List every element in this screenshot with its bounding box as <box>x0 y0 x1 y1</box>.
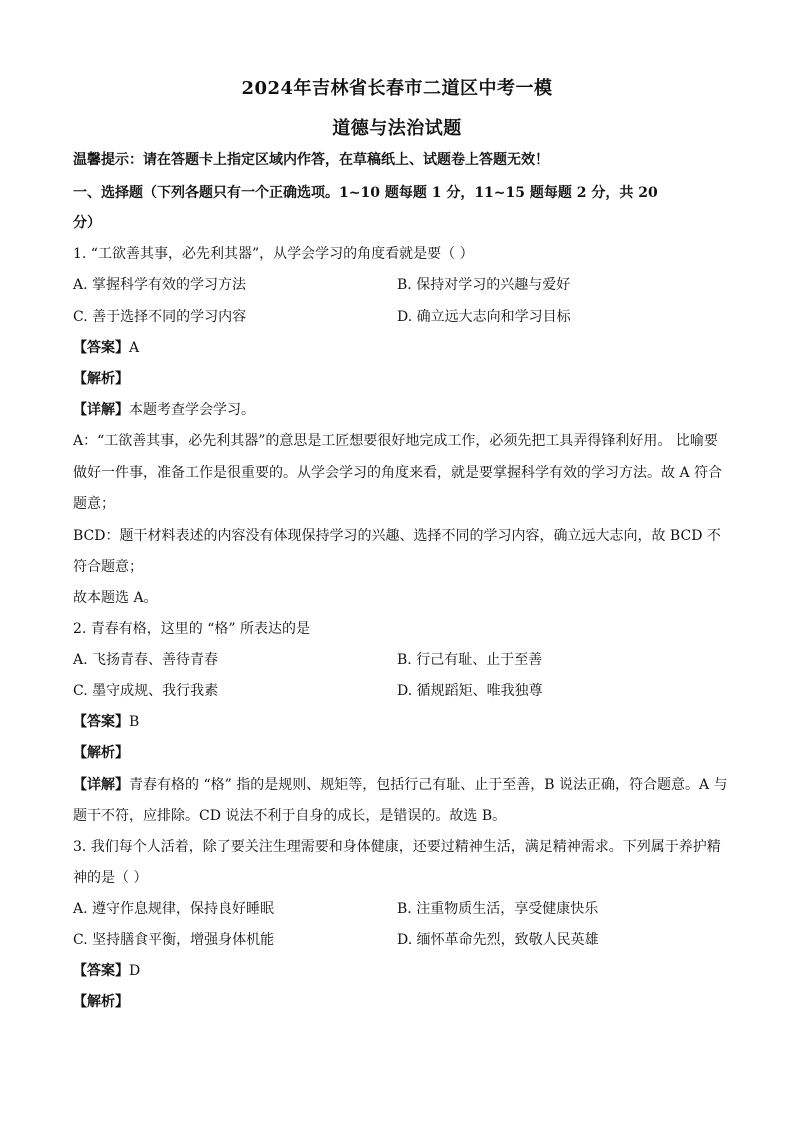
q1-option-a: A. 掌握科学有效的学习方法 <box>73 277 247 293</box>
q2-answer <box>73 713 723 731</box>
q3-option-b: B. 注重物质生活，享受健康快乐 <box>397 901 599 917</box>
analysis-tag: 【解析】 <box>73 371 129 387</box>
answer-value: A <box>129 340 140 356</box>
q1-option-b: B. 保持对学习的兴趣与爱好 <box>397 277 571 293</box>
q1-detail <box>73 401 723 419</box>
q2-option-c: C. 墨守成规、我行我素 <box>73 683 219 699</box>
detail-text: 青春有格的 “格” 指的是规则、规矩等，包括行己有耻、止于至善，B 说法正确，符合题意。A 与 <box>129 777 728 793</box>
answer-value: B <box>129 714 140 730</box>
q2-option-d: D. 循规蹈矩、唯我独尊 <box>397 683 543 699</box>
answer-value: D <box>129 963 141 979</box>
q3-answer <box>73 962 723 980</box>
q1-explain-line: 题意； <box>73 496 115 512</box>
q2-explain-line: 题干不符，应排除。CD 说法不利于自身的成长，是错误的。故选 B。 <box>73 808 507 824</box>
answer-tag: 【答案】 <box>73 963 129 979</box>
page-title: 2024年吉林省长春市二道区中考一模 <box>241 78 553 99</box>
q1-stem: 1. “工欲善其事，必先利其器”，从学会学习的角度看就是要（ ） <box>73 246 474 262</box>
page-subtitle: 道德与法治试题 <box>332 118 462 139</box>
analysis-tag: 【解析】 <box>73 745 129 761</box>
q1-option-c: C. 善于选择不同的学习内容 <box>73 309 247 325</box>
section-heading: 一、选择题（下列各题只有一个正确选项。1~10 题每题 1 分，11~15 题每题 2 分，共 20 <box>73 185 658 201</box>
q2-stem: 2. 青春有格，这里的 “格” 所表达的是 <box>73 621 311 637</box>
q1-explain-line: BCD：题干材料表述的内容没有体现保持学习的兴趣、选择不同的学习内容，确立远大志向，故 BCD 不 <box>73 528 721 544</box>
q3-option-c: C. 坚持膳食平衡，增强身体机能 <box>73 932 275 948</box>
q1-explain-line: 做好一件事，准备工作是很重要的。从学会学习的角度来看，就是要掌握科学有效的学习方法。故 A 符合 <box>73 465 723 481</box>
detail-tag: 【详解】 <box>73 777 129 793</box>
q2-option-b: B. 行己有耻、止于至善 <box>397 652 543 668</box>
answer-tag: 【答案】 <box>73 714 129 730</box>
q2-analysis-tag <box>73 744 723 762</box>
analysis-tag: 【解析】 <box>73 994 129 1010</box>
q1-analysis-tag <box>73 370 723 388</box>
section-heading-cont: 分） <box>73 215 101 231</box>
q3-option-a: A. 遵守作息规律，保持良好睡眠 <box>73 901 275 917</box>
q1-explain-line: A：“工欲善其事，必先利其器”的意思是工匠想要很好地完成工作，必须先把工具弄得锋利好用。 比喻要 <box>73 433 718 449</box>
detail-tag: 【详解】 <box>73 402 129 418</box>
q2-detail <box>73 776 728 794</box>
detail-intro: 本题考查学会学习。 <box>129 402 255 418</box>
q3-stem: 3. 我们每个人活着，除了要关注生理需要和身体健康，还要过精神生活，满足精神需求。下列属于养护精 <box>73 839 721 855</box>
q3-stem-cont: 神的是（ ） <box>73 870 148 886</box>
answer-tag: 【答案】 <box>73 340 129 356</box>
q2-option-a: A. 飞扬青春、善待青春 <box>73 652 219 668</box>
q1-explain-line: 符合题意； <box>73 559 143 575</box>
notice-text: 温馨提示：请在答题卡上指定区域内作答，在草稿纸上、试题卷上答题无效！ <box>73 152 549 168</box>
q1-answer <box>73 339 723 357</box>
q3-option-d: D. 缅怀革命先烈，致敬人民英雄 <box>397 932 599 948</box>
q1-option-d: D. 确立远大志向和学习目标 <box>397 309 571 325</box>
q3-analysis-tag <box>73 993 723 1011</box>
q1-explain-line: 故本题选 A。 <box>73 590 158 606</box>
